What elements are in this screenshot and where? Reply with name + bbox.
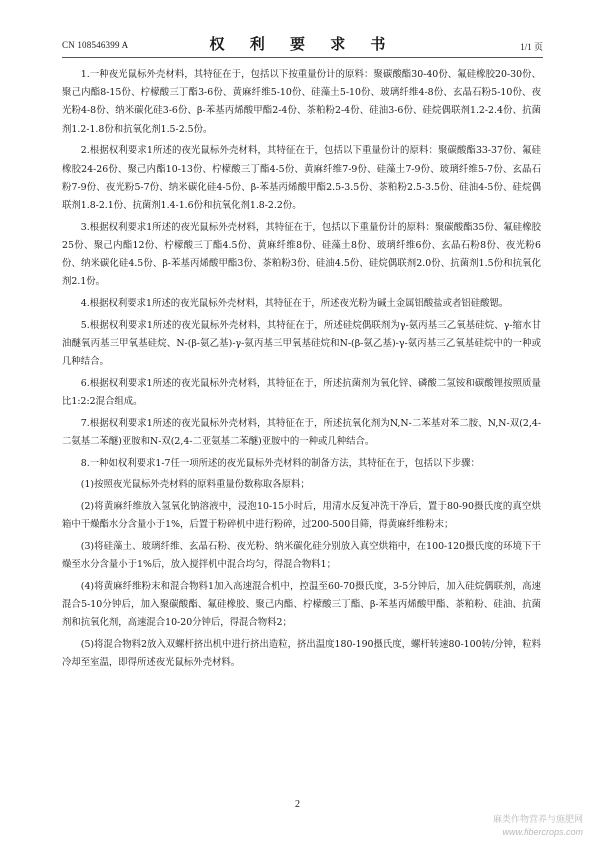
page-indicator: 1/1 页 [520,42,543,52]
claim-2: 2.根据权利要求1所述的夜光鼠标外壳材料，其特征在于，包括以下重量份计的原料：聚碳酸酯33-37份、氟硅橡胶24-26份、聚己内酯10-13份、柠檬酸三丁酯4-5份、黄麻纤维7-9份、硅藻土7-9份、玻璃纤维5-7份、玄晶石粉7-9份、夜光粉5-7份、纳米碳化硅4-5份、β-苯基丙烯酸甲酯2.5-3.5份、茶粕粉2.5-3.5份、硅油4-5份、硅烷偶联剂1.8-2.1份、抗菌剂1.4-1.6份和抗氧化剂1.8-2.2份。 [62,145,541,211]
claim-7: 7.根据权利要求1所述的夜光鼠标外壳材料，其特征在于，所述抗氧化剂为N,N-二苯基对苯二胺、N,N-双(2,4-二氨基二苯醚)亚胺和N-双(2,4-二亚氨基二苯醚)亚胺中的一种或几种结合。 [62,417,541,447]
page-header [62,33,543,55]
method-step-3: (3)将硅藻土、玻璃纤维、玄晶石粉、夜光粉、纳米碳化硅分别放入真空烘箱中，在100-120摄氏度的环境下干燥至水分含量小于1%后，放入搅拌机中混合均匀，得混合物料1； [62,540,541,571]
claim-4: 4.根据权利要求1所述的夜光鼠标外壳材料，其特征在于，所述夜光粉为碱土金属铝酸盐或者铝硅酸锶。 [80,297,509,309]
page-number: 2 [295,799,300,810]
watermark-text: 麻类作物营养与施肥网 [492,815,583,825]
method-step-4: (4)将黄麻纤维粉末和混合物料1加入高速混合机中，控温至60-70摄氏度，3-5分钟后，加入硅烷偶联剂，高速混合5-10分钟后，加入聚碳酸酯、氟硅橡胶、聚己内酯、柠檬酸三丁酯、β-苯基丙烯酸甲酯、茶粕粉、硅油、抗菌剂和抗氧化剂，高速混合10-20分钟后，得混合物料2； [62,580,541,629]
claim-1: 1.一种夜光鼠标外壳材料，其特征在于，包括以下按重量份计的原料：聚碳酸酯30-40份、氟硅橡胶20-30份、聚己内酯8-15份、柠檬酸三丁酯3-6份、黄麻纤维5-10份、硅藻土5-10份、玻璃纤维4-8份、玄晶石粉5-10份、夜光粉4-8份、纳米碳化硅3-6份、β-苯基丙烯酸甲酯2-4份、茶粕粉2-4份、硅油3-6份、硅烷偶联剂1.2-2.4份、抗菌剂1.2-1.8份和抗氧化剂1.5-2.5份。 [62,69,541,135]
claims-body [62,66,541,676]
method-step-5: (5)将混合物料2放入双螺杆挤出机中进行挤出造粒，挤出温度180-190摄氏度，螺杆转速80-100转/分钟，粒料冷却至室温，即得所述夜光鼠标外壳材料。 [62,638,541,669]
page-title: 权 利 要 求 书 [209,35,396,53]
claim-8: 8.一种如权利要求1-7任一项所述的夜光鼠标外壳材料的制备方法，其特征在于，包括以下步骤： [80,457,480,469]
header-divider [62,57,543,58]
watermark-url: www.fibercrops.com [502,827,583,837]
claim-6: 6.根据权利要求1所述的夜光鼠标外壳材料，其特征在于，所述抗菌剂为氧化锌、磷酸二氢铵和碳酸锂按照质量比1:2:2混合组成。 [62,377,541,407]
method-step-2: (2)将黄麻纤维放入氢氧化钠溶液中，浸泡10-15小时后，用清水反复冲洗干净后，置于80-90摄氏度的真空烘箱中干燥酯水分含量小于1%，后置于粉碎机中进行粉碎，过200-500目筛，得黄麻纤维粉末； [62,500,541,531]
claim-5: 5.根据权利要求1所述的夜光鼠标外壳材料，其特征在于，所述硅烷偶联剂为γ-氨丙基三乙氧基硅烷、γ-缩水甘油醚氧丙基三甲氧基硅烷、N-(β-氨乙基)-γ-氨丙基三甲氧基硅烷和N-(β-氨乙基)-γ-氨丙基三乙氧基硅烷中的一种或几种结合。 [62,319,541,368]
method-step-1: (1)按照夜光鼠标外壳材料的原料重量份数称取各原料； [80,479,310,491]
claim-3: 3.根据权利要求1所述的夜光鼠标外壳材料，其特征在于，包括以下重量份计的原料：聚碳酸酯35份、氟硅橡胶25份、聚己内酯12份、柠檬酸三丁酯4.5份、黄麻纤维8份、硅藻土8份、玻璃纤维6份、玄晶石粉8份、夜光粉6份、纳米碳化硅4.5份、β-苯基丙烯酸甲酯3份、茶粕粉3份、硅油4.5份、硅烷偶联剂2.0份、抗菌剂1.5份和抗氧化剂2.1份。 [62,221,541,288]
watermark [493,814,583,838]
publication-number: CN 108546399 A [62,40,129,50]
